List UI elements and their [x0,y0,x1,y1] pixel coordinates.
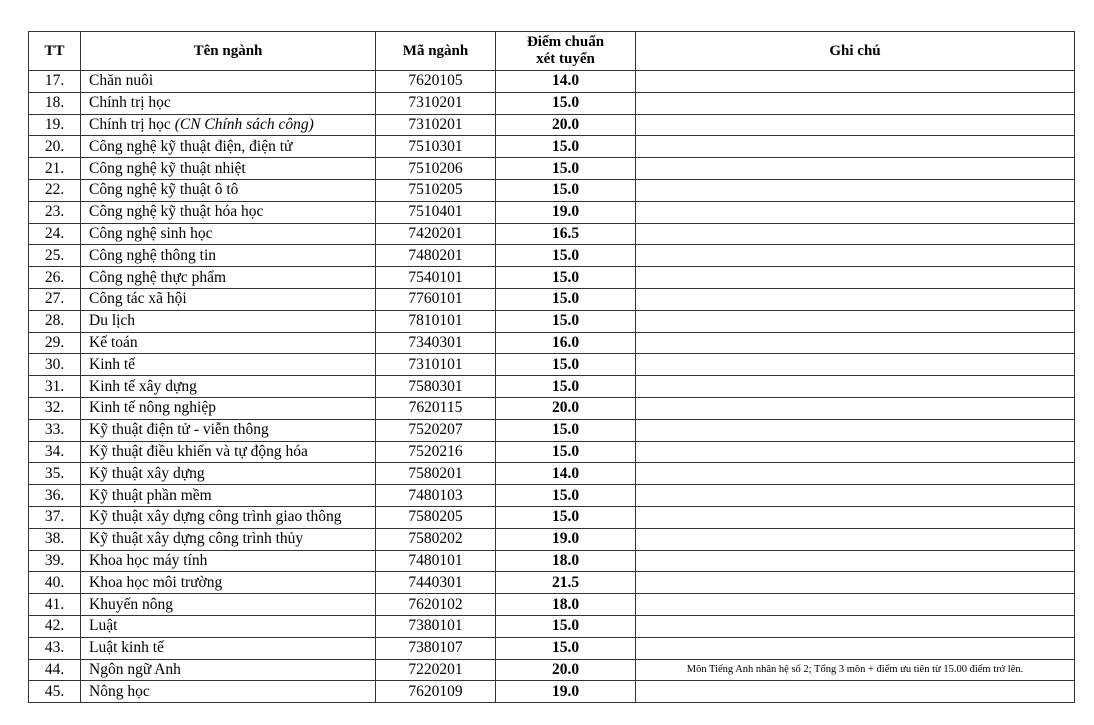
cell-name [81,681,376,703]
cell-name [81,332,376,354]
cell-tt: 18. [29,92,81,114]
cell-tt: 38. [29,528,81,550]
cell-code: 7310101 [376,354,496,376]
cell-tt: 30. [29,354,81,376]
cell-name [81,267,376,289]
cell-tt: 39. [29,550,81,572]
table-row [29,419,1075,441]
cell-score: 15.0 [496,245,636,267]
cell-tt: 37. [29,506,81,528]
cell-name [81,441,376,463]
cell-name [81,223,376,245]
cell-code: 7580202 [376,528,496,550]
cell-name [81,572,376,594]
cell-code: 7520207 [376,419,496,441]
header-code: Mã ngành [376,32,496,71]
major-name: Kế toán [89,333,138,351]
cell-tt: 36. [29,485,81,507]
table-row [29,245,1075,267]
cell-tt: 43. [29,637,81,659]
major-name: Luật kinh tế [89,639,164,657]
cell-score: 20.0 [496,114,636,136]
cell-tt: 21. [29,158,81,180]
cell-score: 18.0 [496,594,636,616]
major-name: Công nghệ kỹ thuật ô tô [89,181,239,199]
table-row [29,179,1075,201]
cell-score: 19.0 [496,528,636,550]
table-row [29,572,1075,594]
cell-code: 7620102 [376,594,496,616]
header-score-line1: Điểm chuẩn [526,34,605,50]
major-name: Kinh tế xây dựng [89,377,197,395]
cell-code: 7810101 [376,310,496,332]
cell-note: Môn Tiếng Anh nhân hệ số 2; Tổng 3 môn + điểm ưu tiên từ 15.00 điểm trở lên. [636,659,1075,681]
cell-name [81,637,376,659]
table-row [29,136,1075,158]
admission-score-table [28,31,1075,703]
cell-score: 19.0 [496,201,636,223]
header-score [496,32,636,71]
cell-tt: 27. [29,288,81,310]
cell-code: 7380107 [376,637,496,659]
cell-note [636,310,1075,332]
cell-tt: 23. [29,201,81,223]
table-row [29,463,1075,485]
cell-note [636,441,1075,463]
table-row [29,158,1075,180]
cell-note [636,71,1075,93]
cell-score: 14.0 [496,463,636,485]
major-name: Công nghệ sinh học [89,224,213,242]
major-name: Kinh tế [89,355,136,373]
table-row [29,310,1075,332]
cell-code: 7580301 [376,376,496,398]
cell-name [81,463,376,485]
cell-tt: 35. [29,463,81,485]
cell-name [81,354,376,376]
cell-note [636,376,1075,398]
cell-name [81,594,376,616]
major-name: Công nghệ thông tin [89,246,217,264]
cell-score: 16.5 [496,223,636,245]
table-row [29,114,1075,136]
cell-tt: 42. [29,615,81,637]
major-name: Chính trị học [89,115,175,133]
cell-code: 7420201 [376,223,496,245]
cell-score: 21.5 [496,572,636,594]
header-row [29,32,1075,71]
major-name: Khoa học môi trường [89,573,223,591]
cell-name [81,376,376,398]
cell-note [636,463,1075,485]
cell-name [81,71,376,93]
cell-tt: 17. [29,71,81,93]
cell-tt: 22. [29,179,81,201]
major-name: Công nghệ kỹ thuật nhiệt [89,159,246,177]
cell-name [81,419,376,441]
major-name: Ngôn ngữ Anh [89,660,181,678]
header-score-line2: xét tuyển [536,51,595,67]
cell-note [636,637,1075,659]
cell-tt: 32. [29,397,81,419]
cell-note [636,485,1075,507]
table-row [29,92,1075,114]
table-row [29,376,1075,398]
cell-score: 20.0 [496,397,636,419]
major-name: Kỹ thuật phần mềm [89,486,212,504]
cell-code: 7580201 [376,463,496,485]
cell-score: 19.0 [496,681,636,703]
cell-note [636,92,1075,114]
cell-name [81,615,376,637]
cell-tt: 28. [29,310,81,332]
header-name: Tên ngành [81,32,376,71]
cell-note [636,681,1075,703]
cell-code: 7220201 [376,659,496,681]
table-row [29,615,1075,637]
major-name: Nông học [89,682,150,700]
table-row [29,201,1075,223]
cell-note [636,397,1075,419]
cell-tt: 45. [29,681,81,703]
major-name: Công nghệ thực phẩm [89,268,227,286]
cell-score: 15.0 [496,441,636,463]
cell-tt: 41. [29,594,81,616]
major-name: Khoa học máy tính [89,551,208,569]
cell-note [636,223,1075,245]
cell-code: 7480103 [376,485,496,507]
cell-code: 7340301 [376,332,496,354]
table-row [29,550,1075,572]
cell-name [81,179,376,201]
cell-tt: 31. [29,376,81,398]
cell-name [81,201,376,223]
cell-note [636,419,1075,441]
cell-code: 7580205 [376,506,496,528]
cell-name [81,245,376,267]
cell-score: 15.0 [496,354,636,376]
major-name: Luật [89,617,118,635]
cell-tt: 25. [29,245,81,267]
cell-name [81,659,376,681]
cell-note [636,136,1075,158]
cell-code: 7480201 [376,245,496,267]
major-name: Chăn nuôi [89,72,154,90]
cell-tt: 19. [29,114,81,136]
cell-note [636,332,1075,354]
cell-tt: 24. [29,223,81,245]
cell-note [636,594,1075,616]
cell-name [81,158,376,180]
header-tt: TT [29,32,81,71]
table-header [29,32,1075,71]
cell-name [81,485,376,507]
table-row [29,659,1075,681]
cell-name [81,506,376,528]
cell-tt: 33. [29,419,81,441]
cell-score: 15.0 [496,506,636,528]
cell-name [81,550,376,572]
table-row [29,528,1075,550]
cell-score: 15.0 [496,288,636,310]
major-name: Chính trị học [89,94,171,112]
major-name: Kỹ thuật điện tử - viễn thông [89,421,269,439]
cell-code: 7310201 [376,92,496,114]
table-row [29,681,1075,703]
cell-score: 18.0 [496,550,636,572]
major-name-suffix: (CN Chính sách công) [174,115,314,133]
cell-score: 15.0 [496,92,636,114]
cell-score: 15.0 [496,158,636,180]
cell-code: 7510205 [376,179,496,201]
cell-code: 7510301 [376,136,496,158]
cell-note [636,550,1075,572]
cell-note [636,288,1075,310]
cell-name [81,92,376,114]
major-name: Công tác xã hội [89,290,187,308]
cell-name [81,310,376,332]
cell-code: 7620115 [376,397,496,419]
cell-note [636,506,1075,528]
cell-score: 15.0 [496,179,636,201]
cell-score: 20.0 [496,659,636,681]
table-row [29,397,1075,419]
cell-note [636,245,1075,267]
cell-score: 16.0 [496,332,636,354]
cell-note [636,528,1075,550]
cell-code: 7310201 [376,114,496,136]
cell-score: 15.0 [496,637,636,659]
cell-note [636,201,1075,223]
cell-code: 7510206 [376,158,496,180]
table-row [29,223,1075,245]
table-row [29,637,1075,659]
table-row [29,354,1075,376]
cell-code: 7760101 [376,288,496,310]
cell-code: 7440301 [376,572,496,594]
cell-code: 7520216 [376,441,496,463]
major-name: Công nghệ kỹ thuật hóa học [89,203,264,221]
cell-name [81,397,376,419]
cell-note [636,179,1075,201]
cell-code: 7510401 [376,201,496,223]
table-row [29,332,1075,354]
major-name: Kinh tế nông nghiệp [89,399,216,417]
cell-tt: 29. [29,332,81,354]
cell-note [636,572,1075,594]
cell-score: 15.0 [496,419,636,441]
table-row [29,506,1075,528]
cell-score: 15.0 [496,136,636,158]
cell-code: 7480101 [376,550,496,572]
cell-code: 7380101 [376,615,496,637]
cell-score: 14.0 [496,71,636,93]
major-name: Công nghệ kỹ thuật điện, điện tử [89,137,293,155]
cell-tt: 34. [29,441,81,463]
cell-name [81,288,376,310]
cell-score: 15.0 [496,376,636,398]
cell-note [636,267,1075,289]
major-name: Kỹ thuật xây dựng công trình thủy [89,530,304,548]
cell-tt: 20. [29,136,81,158]
table-row [29,267,1075,289]
cell-code: 7620109 [376,681,496,703]
major-name: Kỹ thuật xây dựng [89,464,205,482]
cell-note [636,158,1075,180]
cell-name [81,528,376,550]
cell-code: 7540101 [376,267,496,289]
cell-name [81,114,376,136]
table-row [29,71,1075,93]
cell-score: 15.0 [496,267,636,289]
cell-score: 15.0 [496,485,636,507]
table-row [29,594,1075,616]
cell-tt: 26. [29,267,81,289]
major-name: Kỹ thuật xây dựng công trình giao thông [89,508,342,526]
cell-tt: 44. [29,659,81,681]
cell-name [81,136,376,158]
cell-code: 7620105 [376,71,496,93]
cell-score: 15.0 [496,310,636,332]
table-row [29,441,1075,463]
major-name: Khuyến nông [89,595,173,613]
table-row [29,485,1075,507]
cell-note [636,615,1075,637]
cell-tt: 40. [29,572,81,594]
cell-note [636,114,1075,136]
major-name: Du lịch [89,312,136,330]
cell-score: 15.0 [496,615,636,637]
major-name: Kỹ thuật điều khiển và tự động hóa [89,442,308,460]
table-row [29,288,1075,310]
header-note: Ghi chú [636,32,1075,71]
cell-note [636,354,1075,376]
table-body [29,71,1075,703]
